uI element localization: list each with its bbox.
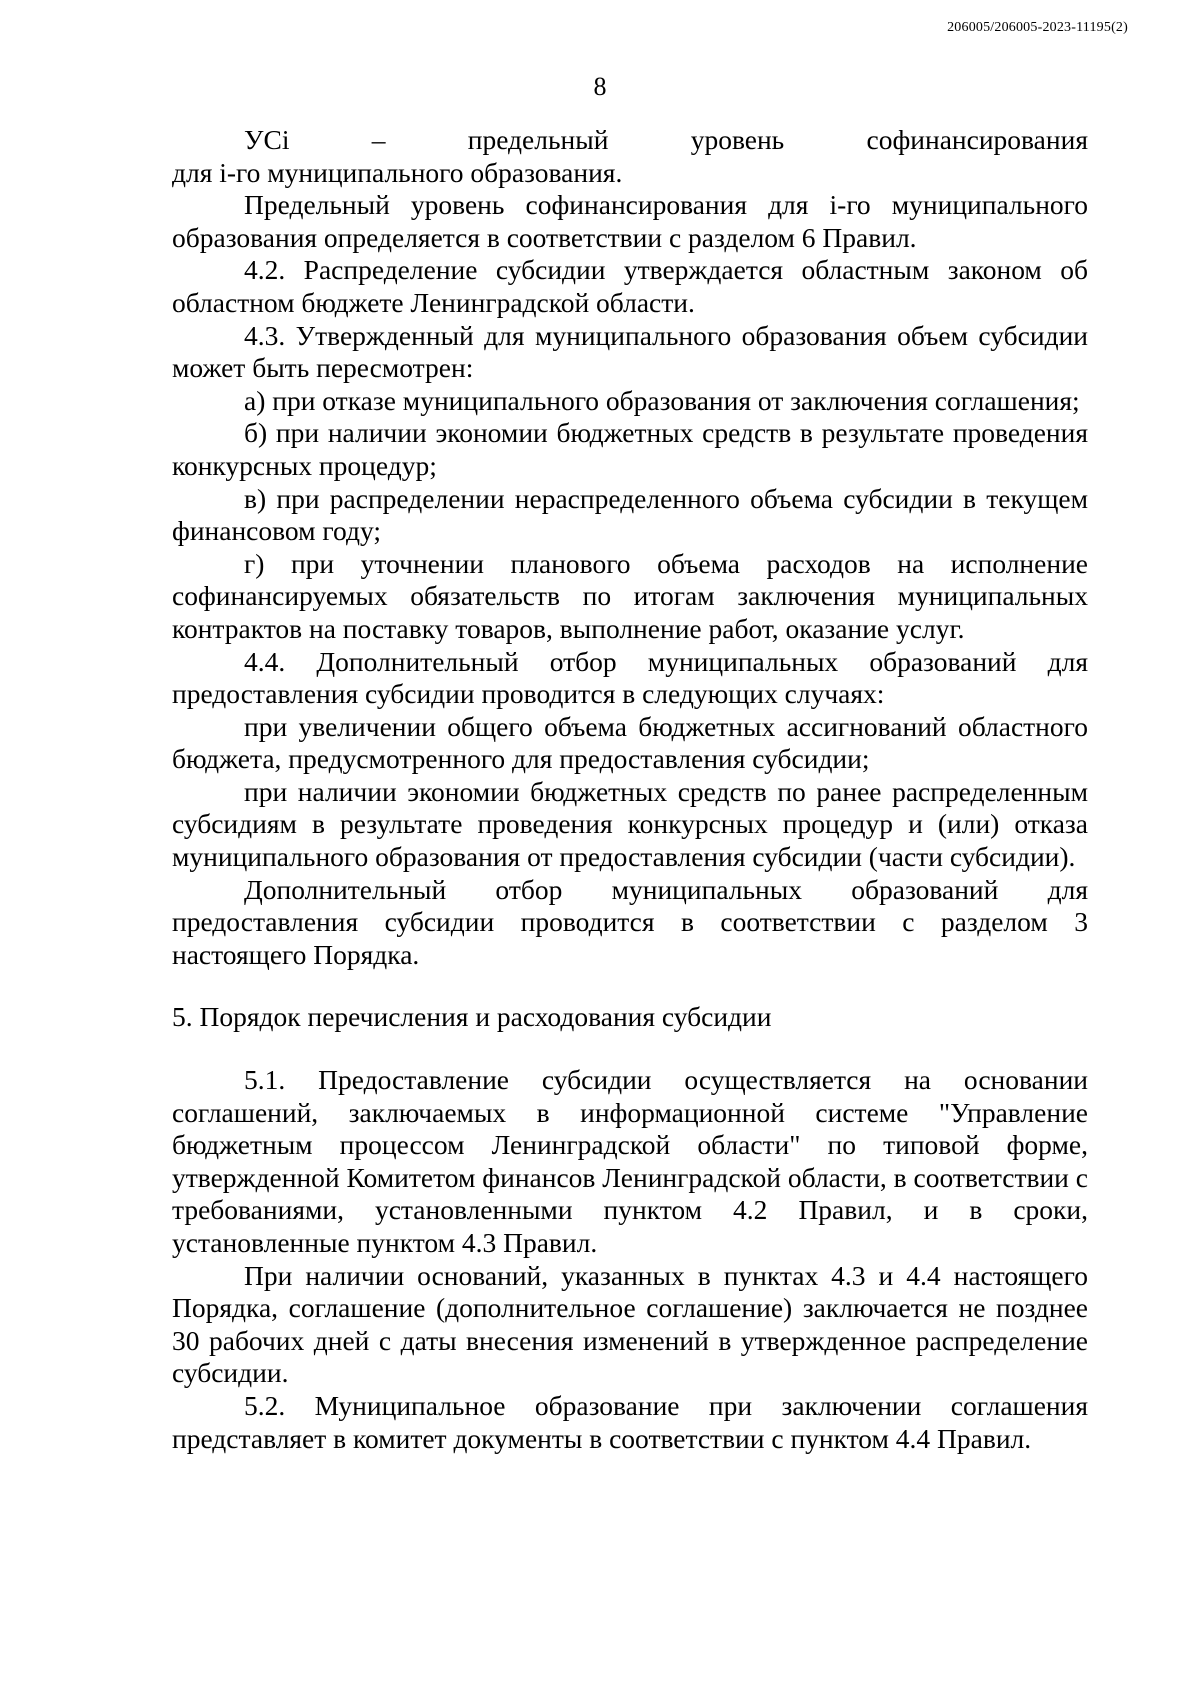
paragraph-cofinancing-level: Предельный уровень софинансирования для i-го муниципального образования определяется в соответствии с разделом 6 Правил. — [172, 189, 1088, 253]
list-item-g: г) при уточнении планового объема расходов на исполнение софинансируемых обязательств по итогам заключения муниципальных контрактов на поставку товаров, выполнение работ, оказание услуг. — [172, 547, 1088, 644]
usc-word: уровень — [690, 124, 785, 155]
paragraph-4-3: 4.3. Утвержденный для муниципального образования объем субсидии может быть пересмотрен: — [172, 319, 1088, 384]
usc-term: УСi — [244, 124, 290, 155]
paragraph-5-1: 5.1. Предоставление субсидии осуществляется на основании соглашений, заключаемых в информационной системе "Управление бюджетным процессом Ленинградской области" по типовой форме, утвержденной Комитетом финансов Ленинградской области, в соответствии с требованиями, установленными пунктом 4.2 Правил, и в сроки, установленные пунктом 4.3 Правил. — [172, 1064, 1088, 1258]
page-number: 8 — [593, 72, 607, 101]
document-id: 206005/206005-2023-11195(2) — [947, 20, 1128, 35]
list-item-a: а) при отказе муниципального образования от заключения соглашения; — [244, 384, 1080, 416]
usc-word: софинансирования — [866, 124, 1088, 155]
case-increase: при увеличении общего объема бюджетных ассигнований областного бюджета, предусмотренного для предоставления субсидии; — [172, 710, 1088, 775]
usc-dash: – — [371, 124, 386, 155]
paragraph-grounds: При наличии оснований, указанных в пунктах 4.3 и 4.4 настоящего Порядка, соглашение (дополнительное соглашение) заключается не позднее 30 рабочих дней с даты внесения изменений в утвержденное распределение субсидии. — [172, 1259, 1088, 1389]
document-body — [172, 124, 1088, 1455]
paragraph-additional-selection: Дополнительный отбор муниципальных образований для предоставления субсидии проводится в соответствии с разделом 3 настоящего Порядка. — [172, 873, 1088, 970]
case-savings: при наличии экономии бюджетных средств по ранее распределенным субсидиям в результате проведения конкурсных процедур и (или) отказа муниципального образования от предоставления субсидии (части субсидии). — [172, 775, 1088, 873]
usc-definition-continuation: для i-го муниципального образования. — [172, 156, 623, 188]
usc-definition-line — [172, 124, 1088, 157]
list-item-b: б) при наличии экономии бюджетных средств в результате проведения конкурсных процедур; — [172, 417, 1088, 481]
paragraph-4-2: 4.2. Распределение субсидии утверждается областным законом об областном бюджете Ленинградской области. — [172, 254, 1088, 318]
list-item-v: в) при распределении нераспределенного объема субсидии в текущем финансовом году; — [172, 482, 1088, 547]
paragraph-5-2: 5.2. Муниципальное образование при заключении соглашения представляет в комитет документы в соответствии с пунктом 4.4 Правил. — [172, 1389, 1088, 1454]
section-heading: 5. Порядок перечисления и расходования субсидии — [172, 1001, 772, 1033]
paragraph-4-4: 4.4. Дополнительный отбор муниципальных образований для предоставления субсидии проводится в следующих случаях: — [172, 645, 1088, 710]
usc-word: предельный — [467, 124, 609, 155]
